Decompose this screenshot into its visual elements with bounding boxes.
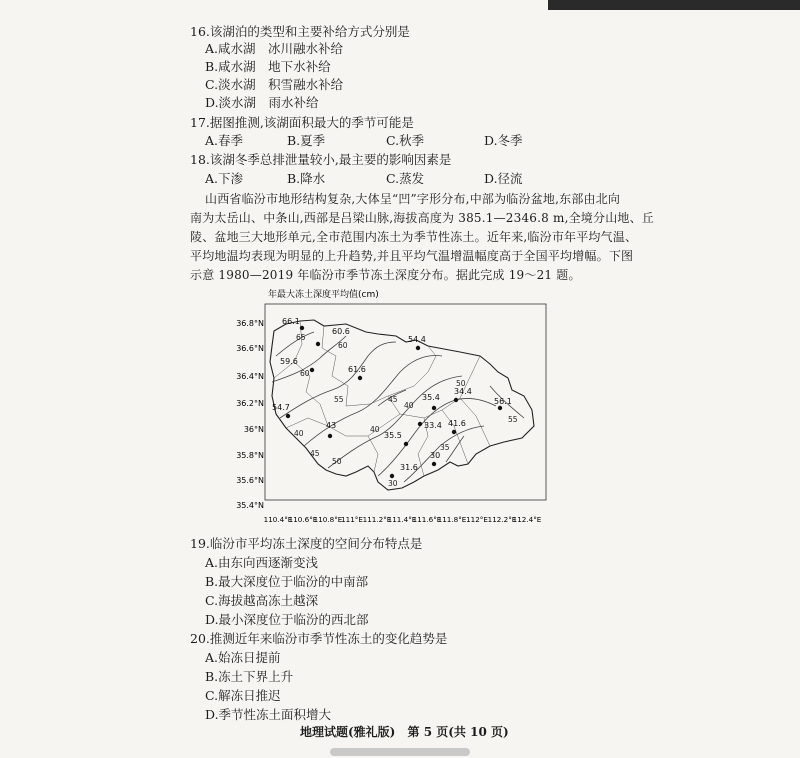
q17-options	[0, 133, 800, 149]
map-x-axis	[264, 515, 542, 524]
station-label: 41.6	[448, 419, 466, 428]
isoline-label: 40	[404, 401, 414, 410]
station-dot	[418, 422, 422, 426]
station-label: 66.1	[282, 317, 300, 326]
q18-option-c: C.蒸发	[386, 171, 425, 186]
q19-option-c: C.海拔越高冻土越深	[205, 593, 319, 608]
station-label: 56.1	[494, 397, 512, 406]
station-label: 30	[430, 451, 441, 460]
x-tick: 111.6°E	[412, 515, 442, 524]
station-dot	[416, 346, 420, 350]
station-label: 34.4	[454, 387, 472, 396]
x-tick: 112.2°E	[487, 515, 517, 524]
station-dot	[358, 376, 362, 380]
scan-edge-shadow	[548, 0, 800, 10]
station-label: 31.6	[400, 463, 418, 472]
q18-stem: 18.该湖冬季总排泄量较小,最主要的影响因素是	[190, 152, 452, 167]
x-tick: 110.6°E	[288, 515, 318, 524]
isoline-label: 55	[508, 415, 518, 424]
isoline-label: 40	[370, 425, 380, 434]
y-tick: 35.6°N	[236, 476, 264, 485]
station-label: 35.5	[384, 431, 402, 440]
q16-option-d: D.淡水湖 雨水补给	[205, 95, 319, 110]
frozen-soil-depth-map	[228, 286, 558, 526]
footer-page-number: 第 5 页(共 10 页)	[407, 725, 509, 739]
x-tick: 110.8°E	[313, 515, 343, 524]
x-tick: 112°E	[466, 515, 488, 524]
station-dot	[404, 442, 408, 446]
q16-option-c: C.淡水湖 积雪融水补给	[205, 77, 344, 92]
x-tick: 111.8°E	[437, 515, 467, 524]
station-dot	[498, 406, 502, 410]
passage-line-1: 山西省临汾市地形结构复杂,大体呈“凹”字形分布,中部为临汾盆地,东部由北向	[205, 192, 621, 206]
q17-option-c: C.秋季	[386, 133, 425, 148]
station-label: 60.6	[332, 327, 350, 336]
x-tick: 111.4°E	[387, 515, 417, 524]
q20-option-a: A.始冻日提前	[205, 650, 281, 665]
passage-line-2: 南为太岳山、中条山,西部是吕梁山脉,海拔高度为 385.1—2346.8 m,全境分山地、丘	[190, 211, 654, 225]
q17-stem: 17.据图推测,该湖面积最大的季节可能是	[190, 115, 414, 130]
station-dot	[310, 368, 314, 372]
q16-option-b: B.咸水湖 地下水补给	[205, 59, 331, 74]
station-dot	[432, 462, 436, 466]
q20-option-b: B.冻土下界上升	[205, 669, 294, 684]
q17-option-b: B.夏季	[287, 133, 326, 148]
station-dot	[316, 342, 320, 346]
isoline-label: 30	[388, 479, 398, 488]
isoline-label: 65	[296, 333, 306, 342]
station-label: 61.6	[348, 365, 366, 374]
station-dot	[432, 406, 436, 410]
map-title: 年最大冻土深度平均值(cm)	[268, 290, 379, 300]
station-dot	[452, 430, 456, 434]
q18-option-d: D.径流	[484, 171, 523, 186]
x-tick: 110.4°E	[263, 515, 293, 524]
isoline-label: 45	[310, 449, 320, 458]
q19-option-b: B.最大深度位于临汾的中南部	[205, 574, 369, 589]
isoline-label: 60	[300, 369, 310, 378]
q17-option-a: A.春季	[205, 133, 244, 148]
station-label: 54.4	[408, 335, 426, 344]
x-tick: 111°E	[341, 515, 363, 524]
isoline-label: 35	[440, 443, 450, 452]
q20-stem: 20.推测近年来临汾市季节性冻土的变化趋势是	[190, 631, 448, 646]
y-tick: 35.4°N	[236, 501, 264, 510]
page-footer	[300, 723, 517, 740]
q16-stem: 16.该湖泊的类型和主要补给方式分别是	[190, 24, 410, 39]
q18-option-b: B.降水	[287, 171, 326, 186]
station-label: 43	[326, 421, 337, 430]
station-label: 33.4	[424, 421, 442, 430]
passage-line-4: 平均地温均表现为明显的上升趋势,并且平均气温增温幅度高于全国平均增幅。下图	[190, 249, 634, 263]
y-tick: 35.8°N	[236, 451, 264, 460]
passage-line-3: 陵、盆地三大地形单元,全市范围内冻土为季节性冻土。近年来,临汾市年平均气温、	[190, 230, 638, 244]
passage-line-5: 示意 1980—2019 年临汾市季节冻土深度分布。据此完成 19～21 题。	[190, 268, 581, 282]
y-tick: 36.8°N	[236, 319, 264, 328]
station-dot	[300, 326, 304, 330]
y-tick: 36.2°N	[236, 399, 264, 408]
q18-options	[0, 171, 800, 187]
q20-option-d: D.季节性冻土面积增大	[205, 707, 332, 722]
x-tick: 112.4°E	[512, 515, 542, 524]
q17-option-d: D.冬季	[484, 133, 523, 148]
station-dot	[328, 434, 332, 438]
station-dot	[286, 414, 290, 418]
q19-stem: 19.临汾市平均冻土深度的空间分布特点是	[190, 536, 423, 551]
isoline-label: 50	[456, 379, 466, 388]
isoline-label: 40	[294, 429, 304, 438]
scan-smudge	[330, 748, 470, 756]
q16-option-a: A.咸水湖 冰川融水补给	[205, 41, 344, 56]
isoline-label: 50	[332, 457, 342, 466]
isolines	[272, 332, 524, 482]
isoline-label: 55	[334, 395, 344, 404]
station-dot	[390, 474, 394, 478]
y-tick: 36°N	[243, 425, 264, 434]
q19-option-d: D.最小深度位于临汾的西北部	[205, 612, 369, 627]
y-tick: 36.6°N	[236, 344, 264, 353]
station-dot	[454, 398, 458, 402]
y-tick: 36.4°N	[236, 372, 264, 381]
station-label: 59.6	[280, 357, 298, 366]
footer-subject: 地理试题(雅礼版)	[300, 725, 396, 739]
isoline-label: 60	[338, 341, 348, 350]
q18-option-a: A.下渗	[205, 171, 244, 186]
isoline-label: 45	[388, 395, 398, 404]
station-label: 35.4	[422, 393, 440, 402]
map-y-axis	[236, 319, 264, 510]
x-tick: 111.2°E	[362, 515, 392, 524]
q20-option-c: C.解冻日推迟	[205, 688, 281, 703]
station-label: 54.7	[272, 403, 290, 412]
q19-option-a: A.由东向西逐渐变浅	[205, 555, 319, 570]
